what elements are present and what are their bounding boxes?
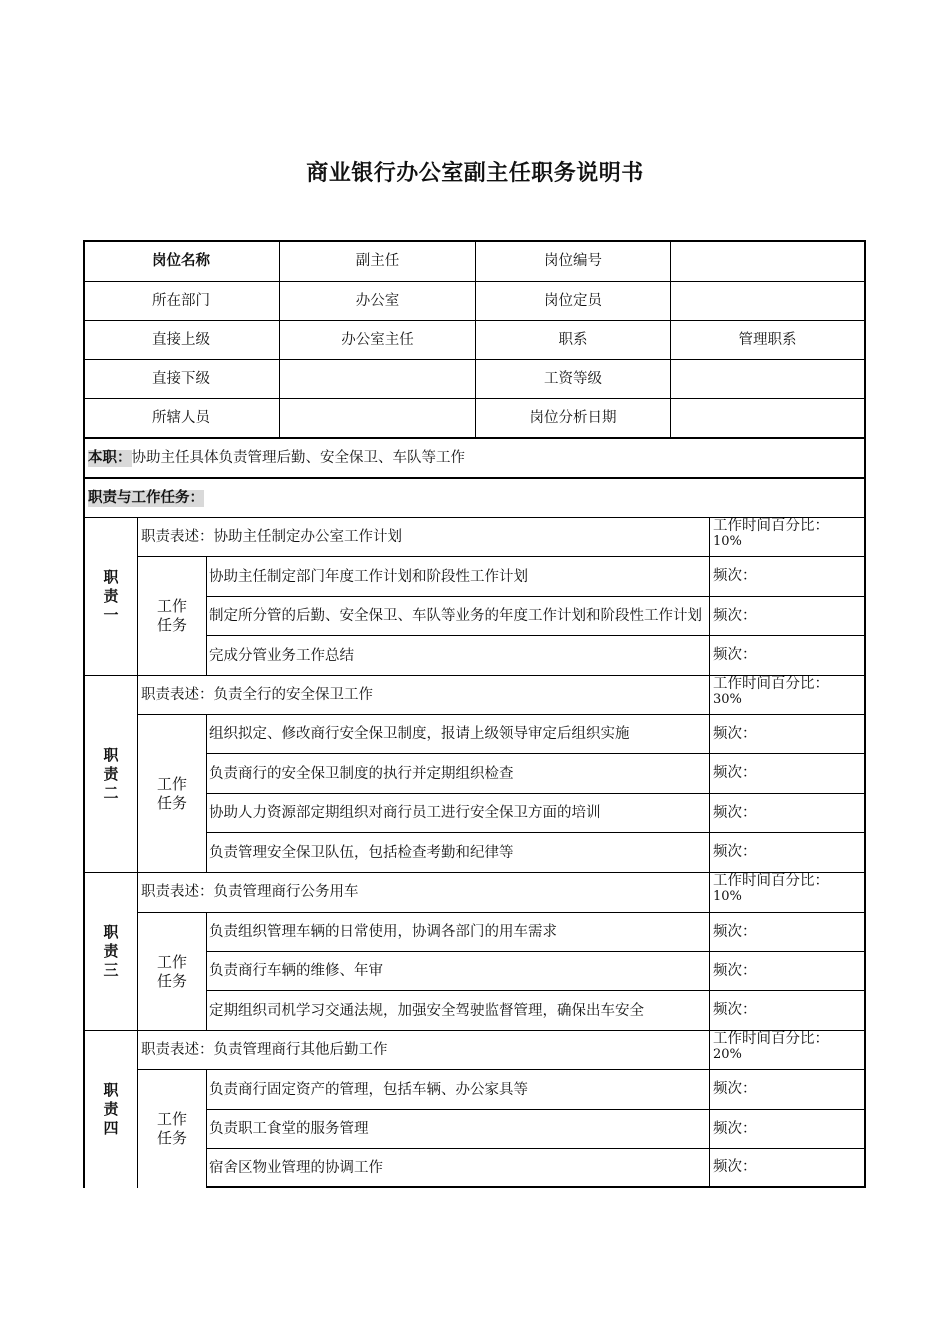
superior-value: 办公室主任: [280, 321, 476, 360]
duty-4-task-3-frequency: 频次：: [710, 1149, 864, 1188]
duty-3-task-1-frequency: 频次：: [710, 913, 864, 952]
duty-2-name: 职责二: [85, 676, 138, 873]
department-value: 办公室: [280, 282, 476, 321]
analysis-date-value: [671, 399, 864, 437]
headcount-label: 岗位定员: [476, 282, 671, 321]
duty-3-task-label: 工作任务: [138, 913, 207, 1031]
pay-grade-label: 工资等级: [476, 360, 671, 399]
duty-2-task-1-frequency: 频次：: [710, 715, 864, 754]
duty-2-time: 工作时间百分比： 30%: [710, 676, 864, 715]
duty-1-task-3-frequency: 频次：: [710, 636, 864, 676]
duty-4-name: 职责四: [85, 1031, 138, 1188]
job-family-label: 职系: [476, 321, 671, 360]
duty-1-task-1-frequency: 频次：: [710, 557, 864, 597]
department-label: 所在部门: [83, 282, 280, 321]
duties-heading-row: [85, 479, 864, 518]
duty-3-name: 职责三: [85, 873, 138, 1031]
subordinate-label: 直接下级: [83, 360, 280, 399]
table-right-border: [864, 240, 866, 1188]
duty-1-statement: 职责表述：协助主任制定办公室工作计划: [138, 518, 710, 557]
position-name-label: 岗位名称: [83, 242, 280, 282]
superior-label: 直接上级: [83, 321, 280, 360]
duty-3-task-3-frequency: 频次：: [710, 991, 864, 1031]
position-name-value: 副主任: [280, 242, 476, 282]
core-duty-label: 本职：: [88, 449, 132, 466]
duty-2-task-4: 负责管理安全保卫队伍，包括检查考勤和纪律等: [207, 833, 710, 873]
duty-4-task-1: 负责商行固定资产的管理，包括车辆、办公家具等: [207, 1070, 710, 1110]
duty-2-task-2: 负责商行的安全保卫制度的执行并定期组织检查: [207, 754, 710, 794]
duty-4-task-1-frequency: 频次：: [710, 1070, 864, 1110]
duty-1-time: 工作时间百分比： 10%: [710, 518, 864, 557]
duty-1-name: 职责一: [85, 518, 138, 676]
duty-1-task-1: 协助主任制定部门年度工作计划和阶段性工作计划: [207, 557, 710, 597]
core-duty-text: 协助主任具体负责管理后勤、安全保卫、车队等工作: [131, 449, 465, 466]
duty-2-task-3: 协助人力资源部定期组织对商行员工进行安全保卫方面的培训: [207, 794, 710, 833]
duty-3-task-2: 负责商行车辆的维修、年审: [207, 952, 710, 991]
duty-2-task-1: 组织拟定、修改商行安全保卫制度，报请上级领导审定后组织实施: [207, 715, 710, 754]
job-description-table: [83, 240, 866, 1188]
duty-2-task-2-frequency: 频次：: [710, 754, 864, 794]
staff-label: 所辖人员: [83, 399, 280, 437]
job-family-value: 管理职系: [671, 321, 864, 360]
headcount-value: [671, 282, 864, 321]
duty-3-time: 工作时间百分比： 10%: [710, 873, 864, 913]
duty-3-task-1: 负责组织管理车辆的日常使用，协调各部门的用车需求: [207, 913, 710, 952]
core-duty-row: [85, 439, 864, 477]
duty-3-task-3: 定期组织司机学习交通法规，加强安全驾驶监督管理，确保出车安全: [207, 991, 710, 1031]
duty-4-task-label: 工作任务: [138, 1070, 207, 1188]
duty-1-task-3: 完成分管业务工作总结: [207, 636, 710, 676]
duty-2-task-4-frequency: 频次：: [710, 833, 864, 873]
duty-4-task-3: 宿舍区物业管理的协调工作: [207, 1149, 710, 1188]
duty-1-task-2: 制定所分管的后勤、安全保卫、车队等业务的年度工作计划和阶段性工作计划: [207, 597, 710, 636]
duty-4-statement: 职责表述：负责管理商行其他后勤工作: [138, 1031, 710, 1070]
duty-3-statement: 职责表述：负责管理商行公务用车: [138, 873, 710, 913]
duty-3-task-2-frequency: 频次：: [710, 952, 864, 991]
analysis-date-label: 岗位分析日期: [476, 399, 671, 437]
duty-4-task-2: 负责职工食堂的服务管理: [207, 1110, 710, 1149]
position-code-label: 岗位编号: [476, 242, 671, 282]
position-code-value: [671, 242, 864, 282]
duty-2-statement: 职责表述：负责全行的安全保卫工作: [138, 676, 710, 715]
duties-heading: 职责与工作任务：: [88, 489, 204, 506]
pay-grade-value: [671, 360, 864, 399]
duty-1-task-2-frequency: 频次：: [710, 597, 864, 636]
page-title: 商业银行办公室副主任职务说明书: [306, 161, 644, 186]
staff-value: [280, 399, 476, 437]
duty-2-task-3-frequency: 频次：: [710, 794, 864, 833]
duty-1-task-label: 工作任务: [138, 557, 207, 676]
duty-2-task-label: 工作任务: [138, 715, 207, 873]
duty-4-time: 工作时间百分比： 20%: [710, 1031, 864, 1070]
duty-4-task-2-frequency: 频次：: [710, 1110, 864, 1149]
subordinate-value: [280, 360, 476, 399]
